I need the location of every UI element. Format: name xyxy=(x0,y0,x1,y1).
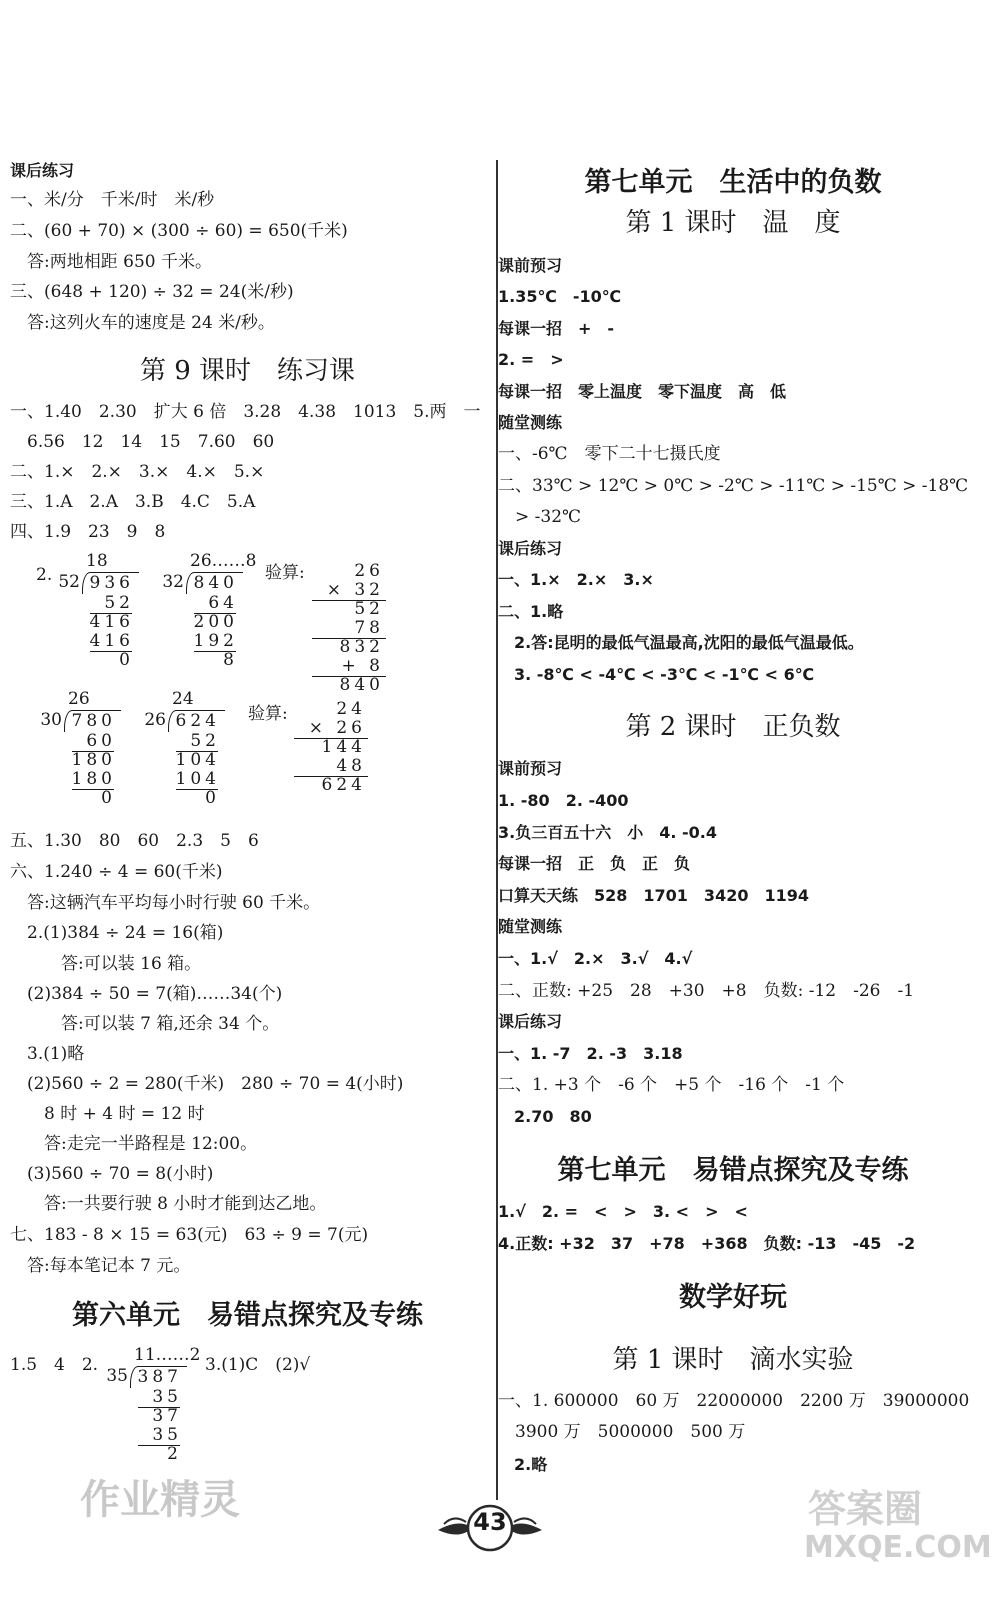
verification-step: 78 xyxy=(354,618,384,638)
answer-line: > -32℃ xyxy=(498,507,582,527)
verification-step: × 32 xyxy=(326,580,384,600)
division-dividend: 387 xyxy=(137,1367,182,1387)
answer-line: 一、1. 600000 60 万 22000000 2200 万 39000000 xyxy=(498,1391,970,1411)
answer-line: 答:一共要行驶 8 小时才能到达乙地。 xyxy=(10,1194,327,1214)
watermark-text: 作业精灵 xyxy=(80,1477,240,1523)
verify-label: 验算: xyxy=(248,704,288,724)
answer-line: 三、1.A 2.A 3.B 4.C 5.A xyxy=(10,492,256,512)
division-step: 35 xyxy=(152,1425,182,1445)
division-step: 200 xyxy=(193,612,238,632)
answer-line: 四、1.9 23 9 8 xyxy=(10,522,166,542)
answer-line: 3.负三百五十六 小 4. -0.4 xyxy=(498,823,717,842)
answer-line: 答:走完一半路程是 12:00。 xyxy=(10,1134,258,1154)
answer-line: 答:这列火车的速度是 24 米/秒。 xyxy=(10,313,275,333)
lesson-title: 第 1 课时 滴水实验 xyxy=(612,1345,854,1375)
answer-line: 答:每本笔记本 7 元。 xyxy=(10,1256,191,1276)
verification-step: 144 xyxy=(321,737,366,757)
answer-line: 六、1.240 ÷ 4 = 60(千米) xyxy=(10,862,223,882)
division-divisor: 26 xyxy=(144,710,166,730)
section-heading: 课前预习 xyxy=(498,759,563,778)
answer-line: 2.略 xyxy=(498,1455,548,1474)
answer-line: 2. = > xyxy=(498,350,564,369)
answer-line: 2.答:昆明的最低气温最高,沈阳的最低气温最低。 xyxy=(498,633,864,652)
division-step: 180 xyxy=(71,769,116,789)
answer-line: 二、1.× 2.× 3.× 4.× 5.× xyxy=(10,462,265,482)
answer-line: 二、正数: +25 28 +30 +8 负数: -12 -26 -1 xyxy=(498,981,915,1001)
answer-line: 七、183 - 8 × 15 = 63(元) 63 ÷ 9 = 7(元) xyxy=(10,1225,369,1245)
answer-line: 3.(1)略 xyxy=(10,1044,85,1064)
lesson-title: 第 1 课时 温 度 xyxy=(625,208,841,238)
division-step: 8 xyxy=(223,650,238,670)
answer-line: 1.√ 2. = < > 3. < > < xyxy=(498,1202,748,1221)
division-step: 104 xyxy=(175,769,220,789)
answer-line: 一、米/分 千米/时 米/秒 xyxy=(10,190,215,210)
division-step: 60 xyxy=(86,731,116,751)
division-step: 52 xyxy=(104,593,134,613)
division-step: 0 xyxy=(205,788,220,808)
section-heading: 课后练习 xyxy=(498,1012,563,1031)
verification-step: 26 xyxy=(354,561,384,581)
verification-step: 48 xyxy=(336,756,366,776)
section-heading: 课前预习 xyxy=(498,256,563,275)
division-quotient: 11……2 xyxy=(134,1345,201,1365)
answer-line: (3)560 ÷ 70 = 8(小时) xyxy=(10,1164,214,1184)
answer-line: 五、1.30 80 60 2.3 5 6 xyxy=(10,831,259,851)
division-quotient: 26……8 xyxy=(190,551,257,571)
lesson-title: 第 9 课时 练习课 xyxy=(139,356,356,386)
answer-line: 答:可以装 7 箱,还余 34 个。 xyxy=(10,1014,280,1034)
unit-title: 第七单元 易错点探究及专练 xyxy=(557,1155,909,1186)
watermark-text: 答案圈 xyxy=(808,1487,923,1531)
answer-line: 3.(1)C (2)√ xyxy=(205,1355,311,1375)
answer-line: 4.正数: +32 37 +78 +368 负数: -13 -45 -2 xyxy=(498,1234,916,1253)
answer-line: 每课一招 零上温度 零下温度 高 低 xyxy=(498,382,787,401)
section-title: 数学好玩 xyxy=(679,1282,787,1313)
division-step: 416 xyxy=(89,631,134,651)
lesson-title: 第 2 课时 正负数 xyxy=(625,712,841,742)
answer-line: 一、1.40 2.30 扩大 6 倍 3.28 4.38 1013 5.两 一 xyxy=(10,402,481,422)
answer-line: 6.56 12 14 15 7.60 60 xyxy=(10,432,275,452)
division-divisor: 52 xyxy=(58,572,80,592)
answer-line: 二、1.略 xyxy=(498,602,564,621)
unit-title: 第六单元 易错点探究及专练 xyxy=(72,1300,423,1331)
verification-step: 52 xyxy=(354,599,384,619)
division-divisor: 30 xyxy=(40,710,62,730)
division-step: 0 xyxy=(119,650,134,670)
answer-line: 二、33℃ > 12℃ > 0℃ > -2℃ > -11℃ > -15℃ > -18℃ xyxy=(498,476,969,496)
division-dividend: 840 xyxy=(193,573,238,593)
answer-line: 一、-6℃ 零下二十七摄氏度 xyxy=(498,444,721,464)
verification-step: + 8 xyxy=(341,656,384,676)
section-heading: 课后练习 xyxy=(498,539,563,558)
answer-line: 3900 万 5000000 500 万 xyxy=(498,1422,746,1442)
item-label: 2. xyxy=(36,565,53,585)
division-step: 104 xyxy=(175,750,220,770)
division-step: 2 xyxy=(167,1444,182,1464)
section-heading: 随堂测练 xyxy=(498,413,563,432)
division-step: 37 xyxy=(152,1406,182,1426)
division-step: 192 xyxy=(193,631,238,651)
division-divisor: 32 xyxy=(162,572,184,592)
answer-line: (2)560 ÷ 2 = 280(千米) 280 ÷ 70 = 4(小时) xyxy=(10,1074,404,1094)
answer-line: (2)384 ÷ 50 = 7(箱)……34(个) xyxy=(10,984,283,1004)
answer-line: 2.70 80 xyxy=(498,1107,592,1126)
verification-step: 832 xyxy=(339,637,384,657)
page-number: 43 xyxy=(473,1508,507,1536)
section-heading: 课后练习 xyxy=(10,161,75,180)
section-heading: 随堂测练 xyxy=(498,917,563,936)
answer-line: 每课一招 + - xyxy=(498,319,615,338)
answer-line: 2.(1)384 ÷ 24 = 16(箱) xyxy=(10,923,224,943)
watermark-text: MXQE.COM xyxy=(804,1530,992,1565)
division-dividend: 780 xyxy=(71,711,116,731)
division-dividend: 624 xyxy=(175,711,220,731)
answer-line: 1.35℃ -10℃ xyxy=(498,287,622,306)
division-step: 52 xyxy=(190,731,220,751)
answer-line: 答:两地相距 650 千米。 xyxy=(10,252,212,272)
answer-line: 二、(60 + 70) × (300 ÷ 60) = 650(千米) xyxy=(10,221,348,241)
division-step: 35 xyxy=(152,1387,182,1407)
verification-step: 840 xyxy=(339,675,384,695)
answer-line: 三、(648 + 120) ÷ 32 = 24(米/秒) xyxy=(10,282,294,302)
answer-line: 8 时 + 4 时 = 12 时 xyxy=(10,1104,205,1124)
division-step: 64 xyxy=(208,593,238,613)
answer-line: 一、1.√ 2.× 3.√ 4.√ xyxy=(498,949,693,968)
division-step: 180 xyxy=(71,750,116,770)
answer-line: 一、1. -7 2. -3 3.18 xyxy=(498,1044,683,1063)
division-dividend: 936 xyxy=(89,573,134,593)
answer-line: 答:这辆汽车平均每小时行驶 60 千米。 xyxy=(10,893,321,913)
answer-line: 一、1.× 2.× 3.× xyxy=(498,570,654,589)
division-divisor: 35 xyxy=(106,1366,128,1386)
verification-step: × 26 xyxy=(308,718,366,738)
division-step: 416 xyxy=(89,612,134,632)
answer-line: 二、1. +3 个 -6 个 +5 个 -16 个 -1 个 xyxy=(498,1075,845,1095)
verify-label: 验算: xyxy=(265,563,305,583)
answer-line: 口算天天练 528 1701 3420 1194 xyxy=(498,886,809,905)
answer-line: 每课一招 正 负 正 负 xyxy=(498,854,691,873)
division-step: 0 xyxy=(101,788,116,808)
verification-step: 24 xyxy=(336,699,366,719)
division-quotient: 24 xyxy=(172,689,194,709)
answer-line: 3. -8℃ < -4℃ < -3℃ < -1℃ < 6℃ xyxy=(498,665,815,684)
answer-line: 1.5 4 2. xyxy=(10,1355,99,1375)
answer-line: 答:可以装 16 箱。 xyxy=(10,954,202,974)
division-quotient: 26 xyxy=(68,689,90,709)
unit-title: 第七单元 生活中的负数 xyxy=(584,167,882,198)
page-number-badge xyxy=(430,1500,550,1556)
answer-line: 1. -80 2. -400 xyxy=(498,791,629,810)
verification-step: 624 xyxy=(321,775,366,795)
division-quotient: 18 xyxy=(86,551,108,571)
